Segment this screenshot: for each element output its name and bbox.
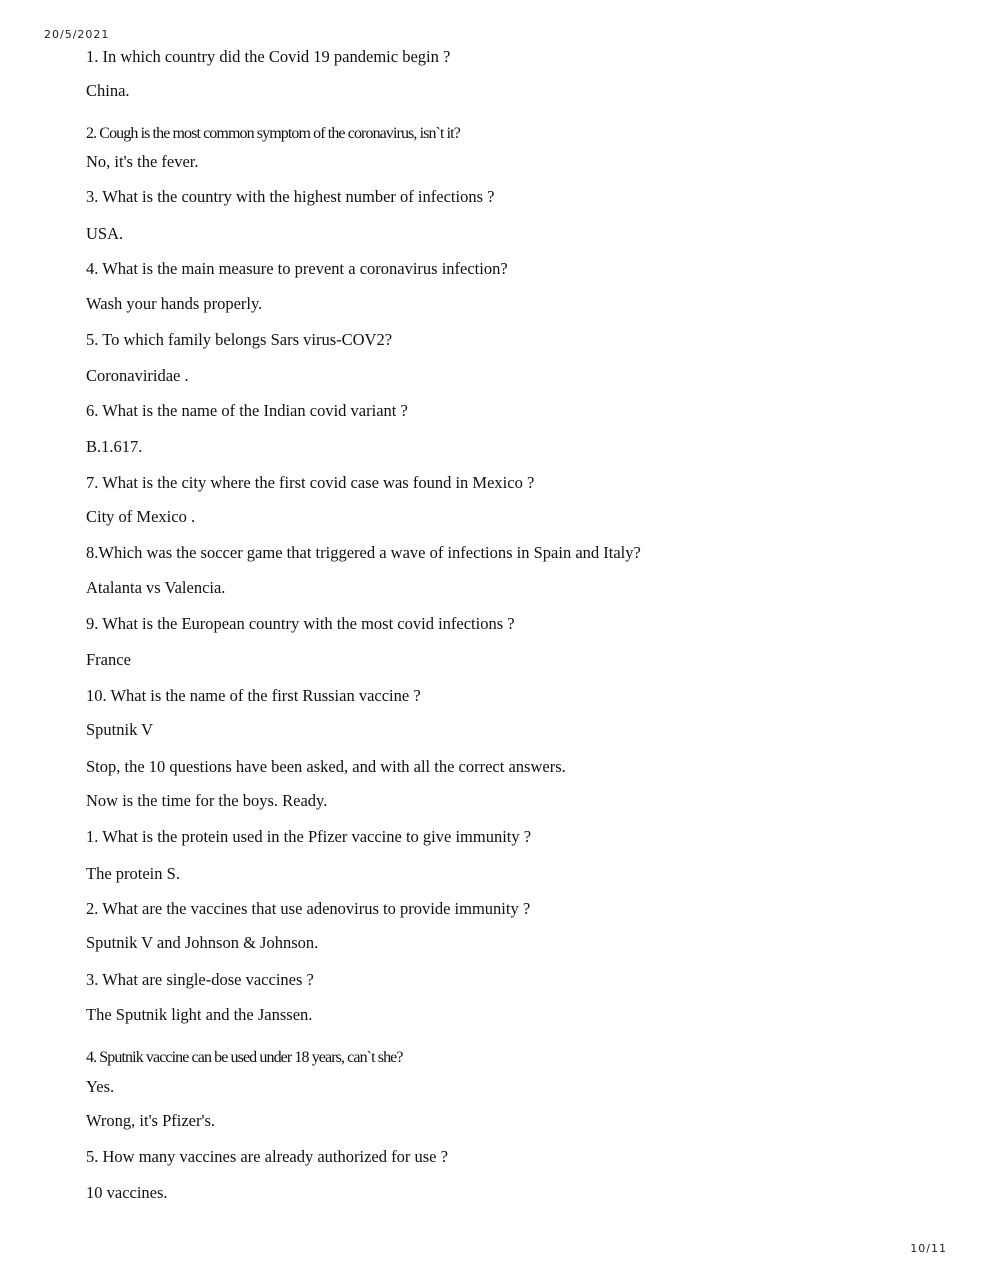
question-line: 6. What is the name of the Indian covid variant ?	[86, 401, 408, 420]
question-line: 5. To which family belongs Sars virus-COV2?	[86, 330, 393, 349]
answer-line: China.	[86, 81, 130, 100]
statement-line: Now is the time for the boys. Ready.	[86, 791, 328, 810]
statement-line: Stop, the 10 questions have been asked, and with all the correct answers.	[86, 757, 566, 776]
question-line: 9. What is the European country with the most covid infections ?	[86, 614, 515, 633]
answer-line: The protein S.	[86, 864, 180, 883]
question-line: 1. What is the protein used in the Pfizer vaccine to give immunity ?	[86, 827, 532, 846]
question-line: 10. What is the name of the first Russian vaccine ?	[86, 686, 421, 705]
answer-line: 10 vaccines.	[86, 1183, 168, 1202]
question-line: 1. In which country did the Covid 19 pandemic begin ?	[86, 47, 451, 66]
question-line: 8.Which was the soccer game that triggered a wave of infections in Spain and Italy?	[86, 543, 641, 562]
question-line: 4. What is the main measure to prevent a coronavirus infection?	[86, 259, 508, 278]
answer-line: Sputnik V and Johnson & Johnson.	[86, 933, 319, 952]
answer-line: Wash your hands properly.	[86, 294, 263, 313]
answer-line: City of Mexico .	[86, 507, 196, 526]
question-line: 2. What are the vaccines that use adenovirus to provide immunity ?	[86, 899, 531, 918]
header-date: 20/5/2021	[44, 28, 110, 41]
answer-line: B.1.617.	[86, 437, 143, 456]
question-line: 3. What are single-dose vaccines ?	[86, 970, 314, 989]
question-line: 3. What is the country with the highest number of infections ?	[86, 187, 495, 206]
answer-line: Yes.	[86, 1077, 115, 1096]
question-line: 5. How many vaccines are already authorized for use ?	[86, 1147, 448, 1166]
question-line: 4. Sputnik vaccine can be used under 18 years, can`t she?	[86, 1049, 403, 1066]
answer-line: Wrong, it's Pfizer's.	[86, 1111, 216, 1130]
answer-line: USA.	[86, 224, 124, 243]
answer-line: Atalanta vs Valencia.	[86, 578, 226, 597]
question-line: 2. Cough is the most common symptom of the coronavirus, isn`t it?	[86, 125, 460, 142]
answer-line: The Sputnik light and the Janssen.	[86, 1005, 313, 1024]
answer-line: No, it's the fever.	[86, 152, 199, 171]
page-number: 10/11	[910, 1242, 947, 1255]
answer-line: France	[86, 650, 131, 669]
answer-line: Coronaviridae .	[86, 366, 189, 385]
answer-line: Sputnik V	[86, 720, 154, 739]
question-line: 7. What is the city where the first covid case was found in Mexico ?	[86, 473, 535, 492]
